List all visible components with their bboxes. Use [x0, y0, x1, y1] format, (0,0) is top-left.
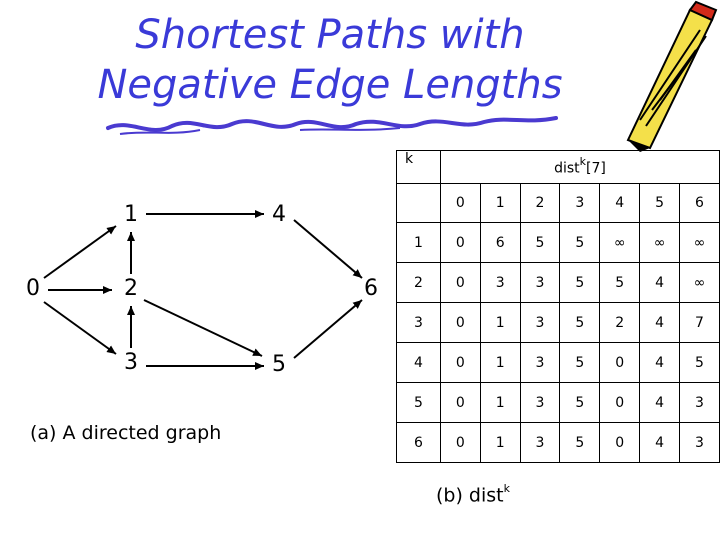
edge-0-3 — [44, 302, 116, 354]
column-header: 2 — [520, 184, 560, 223]
value-cell: 0 — [440, 383, 480, 423]
k-cell: 1 — [397, 223, 441, 263]
graph-edges — [44, 214, 362, 366]
value-cell: 4 — [640, 263, 680, 303]
column-header: 4 — [600, 184, 640, 223]
value-cell: 4 — [640, 383, 680, 423]
column-header: 3 — [560, 184, 600, 223]
value-cell: 3 — [480, 263, 520, 303]
edge-5-6 — [294, 300, 362, 358]
k-cell: 3 — [397, 303, 441, 343]
table-row — [397, 223, 720, 263]
value-cell: 5 — [560, 343, 600, 383]
value-cell: 2 — [600, 303, 640, 343]
column-header: 0 — [440, 184, 480, 223]
edge-2-5 — [144, 300, 262, 356]
value-cell: 5 — [560, 423, 600, 463]
value-cell: 3 — [680, 423, 720, 463]
value-cell: 5 — [560, 303, 600, 343]
value-cell: 3 — [520, 303, 560, 343]
graph-node-5: 5 — [272, 352, 286, 377]
edge-4-6 — [294, 220, 362, 278]
graph-node-1: 1 — [124, 202, 138, 227]
dist-table — [396, 150, 720, 463]
k-header: k — [397, 151, 441, 184]
value-cell: 0 — [600, 383, 640, 423]
value-cell: 5 — [560, 263, 600, 303]
column-header: 5 — [640, 184, 680, 223]
value-cell: 0 — [440, 263, 480, 303]
graph-node-4: 4 — [272, 202, 286, 227]
graph-node-0: 0 — [26, 276, 40, 301]
title-line-1: Shortest Paths with — [135, 12, 525, 58]
value-cell: 5 — [560, 383, 600, 423]
graph-caption: (a) A directed graph — [30, 422, 222, 444]
value-cell: 1 — [480, 303, 520, 343]
table-row — [397, 383, 720, 423]
value-cell: 1 — [480, 343, 520, 383]
value-cell: ∞ — [600, 223, 640, 263]
corner-cell — [397, 184, 441, 223]
graph-node-2: 2 — [124, 276, 138, 301]
pencil-icon — [628, 2, 716, 152]
value-cell: 4 — [640, 423, 680, 463]
value-cell: 4 — [640, 303, 680, 343]
value-cell: 3 — [520, 423, 560, 463]
value-cell: 0 — [440, 343, 480, 383]
value-cell: 0 — [440, 303, 480, 343]
k-cell: 5 — [397, 383, 441, 423]
k-cell: 4 — [397, 343, 441, 383]
value-cell: 5 — [560, 223, 600, 263]
column-header: 1 — [480, 184, 520, 223]
title-line-2: Negative Edge Lengths — [97, 62, 563, 108]
dist-header: dist$^k$[7] — [440, 151, 719, 184]
edge-0-1 — [44, 226, 116, 278]
value-cell: 5 — [520, 223, 560, 263]
value-cell: 5 — [600, 263, 640, 303]
value-cell: 0 — [600, 343, 640, 383]
table-row — [397, 343, 720, 383]
k-cell: 6 — [397, 423, 441, 463]
k-cell: 2 — [397, 263, 441, 303]
table-row — [397, 423, 720, 463]
value-cell: 1 — [480, 383, 520, 423]
value-cell: 4 — [640, 343, 680, 383]
scribble-underline — [108, 118, 556, 130]
graph-node-3: 3 — [124, 350, 138, 375]
value-cell: 6 — [480, 223, 520, 263]
value-cell: ∞ — [640, 223, 680, 263]
value-cell: 3 — [520, 343, 560, 383]
value-cell: 0 — [440, 223, 480, 263]
table-row — [397, 263, 720, 303]
value-cell: 5 — [680, 343, 720, 383]
value-cell: 3 — [680, 383, 720, 423]
column-header-row — [397, 184, 720, 223]
value-cell: 3 — [520, 263, 560, 303]
value-cell: 0 — [600, 423, 640, 463]
value-cell: 0 — [440, 423, 480, 463]
table-row — [397, 303, 720, 343]
value-cell: ∞ — [680, 263, 720, 303]
value-cell: ∞ — [680, 223, 720, 263]
graph-node-6: 6 — [364, 276, 378, 301]
value-cell: 3 — [520, 383, 560, 423]
column-header: 6 — [680, 184, 720, 223]
value-cell: 1 — [480, 423, 520, 463]
value-cell: 7 — [680, 303, 720, 343]
table-caption: (b) dist$^k$ — [436, 482, 510, 507]
